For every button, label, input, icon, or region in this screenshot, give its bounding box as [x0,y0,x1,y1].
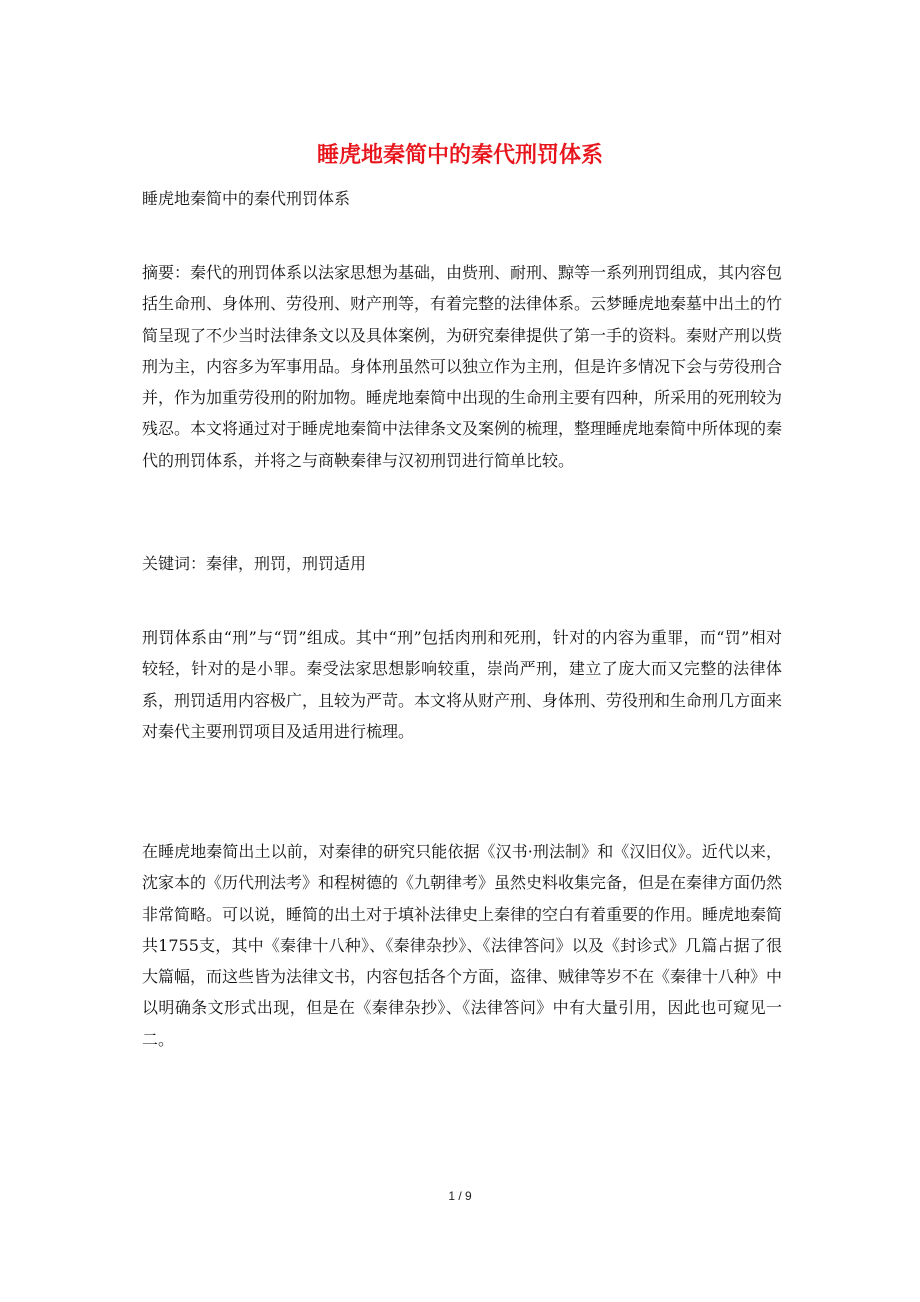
document-subtitle: 睡虎地秦简中的秦代刑罚体系 [142,189,351,208]
body-paragraph: 在睡虎地秦简出土以前，对秦律的研究只能依据《汉书·刑法制》和《汉旧仪》。近代以来，沈家本的《历代刑法考》和程树德的《九朝律考》虽然史料收集完备，但是在秦律方面仍然非常简略。可以说，睡简的出土对于填补法律史上秦律的空白有着重要的作用。睡虎地秦简共1755支，其中《秦律十八种》、《秦律杂抄》、《法律答问》以及《封诊式》几篇占据了很大篇幅，而这些皆为法律文书，内容包括各个方面，盗律、贼律等岁不在《秦律十八种》中以明确条文形式出现，但是在《秦律杂抄》、《法律答问》中有大量引用，因此也可窥见一二。 [142,842,783,1049]
abstract-paragraph: 摘要：秦代的刑罚体系以法家思想为基础，由赀刑、耐刑、黥等一系列刑罚组成，其内容包括生命刑、身体刑、劳役刑、财产刑等，有着完整的法律体系。云梦睡虎地秦墓中出土的竹简呈现了不少当时法律条文以及具体案例，为研究秦律提供了第一手的资料。秦财产刑以赀刑为主，内容多为军事用品。身体刑虽然可以独立作为主刑，但是许多情况下会与劳役刑合并，作为加重劳役刑的附加物。睡虎地秦简中出现的生命刑主要有四种，所采用的死刑较为残忍。本文将通过对于睡虎地秦简中法律条文及案例的梳理，整理睡虎地秦简中所体现的秦代的刑罚体系，并将之与商鞅秦律与汉初刑罚进行简单比较。 [142,263,783,470]
document-title: 睡虎地秦简中的秦代刑罚体系 [316,142,603,168]
page-number: 1 / 9 [448,1189,472,1203]
body-paragraph: 刑罚体系由“刑”与“罚”组成。其中“刑”包括肉刑和死刑，针对的内容为重罪，而“罚”相对较轻，针对的是小罪。秦受法家思想影响较重，崇尚严刑，建立了庞大而又完整的法律体系，刑罚适用内容极广，且较为严苛。本文将从财产刑、身体刑、劳役刑和生命刑几方面来对秦代主要刑罚项目及适用进行梳理。 [142,628,783,741]
keywords-line: 关键词：秦律，刑罚，刑罚适用 [142,554,367,573]
